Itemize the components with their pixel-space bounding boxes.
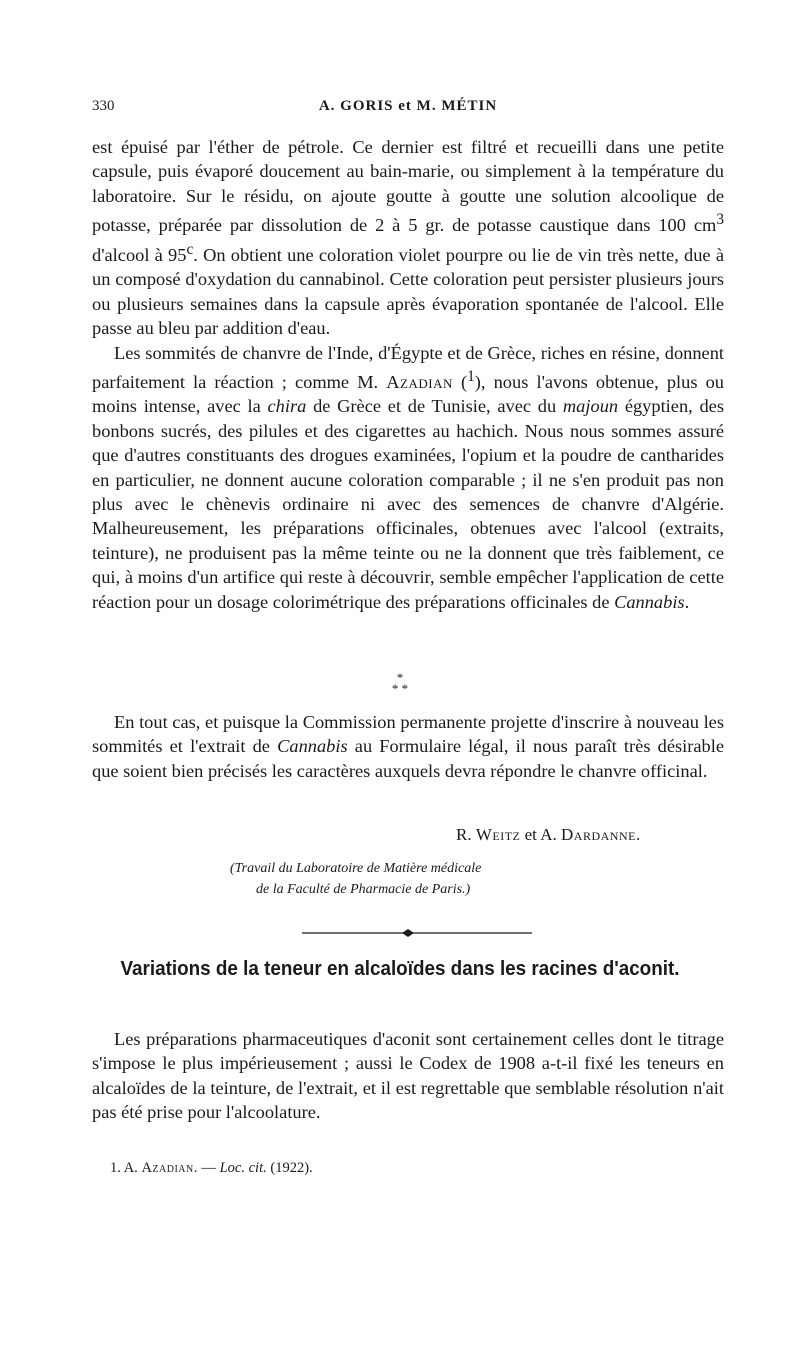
footnote-number: 1. (110, 1160, 121, 1176)
text-run: d'alcool à 95 (92, 244, 187, 265)
footnote-dash: — (201, 1160, 216, 1176)
page-number: 330 (92, 98, 115, 114)
signature (456, 825, 641, 845)
text-run: . (684, 591, 690, 612)
signature-name: Weitz (475, 825, 521, 844)
author-name: Azadian (386, 372, 453, 393)
footnote-initial: A. (123, 1160, 138, 1176)
signature-conjunction: et (524, 825, 537, 844)
running-head: A. GORIS et M. MÉTIN (318, 98, 498, 114)
text-run: En tout cas, et puisque la Commission permanente projette d'inscrire à nouveau les sommités et l'extrait de (92, 712, 724, 757)
italic-term-majoun: majoun (562, 396, 619, 417)
third-text-block (92, 1027, 724, 1125)
first-text-block (92, 135, 724, 614)
superscript-degree: c (186, 240, 194, 258)
footnote-reference: 1 (467, 367, 475, 385)
italic-term-cannabis: Cannabis (614, 591, 685, 612)
footnote-author: Azadian. (141, 1160, 198, 1176)
asterism (0, 672, 800, 694)
italic-term-chira: chira (267, 396, 307, 417)
signature-initial: A. (540, 825, 557, 844)
signature-initial: R. (456, 825, 472, 844)
page-header (92, 98, 724, 122)
superscript-cube: 3 (716, 211, 724, 229)
credit-line: de la Faculté de Pharmacie de Paris.) (256, 882, 471, 897)
paragraph-aconit: Les préparations pharmaceutiques d'aconit sont certainement celles dont le titrage s'impose le plus impérieusement ; aussi le Codex de 1908 a-t-il fixé les teneurs en alcaloïdes de la teinture, de l'extrait, et il est regrettable que semblable résolution n'ait pas été prise pour l'alcoolature. (92, 1029, 724, 1123)
text-run: est épuisé par l'éther de pétrole. Ce dernier est filtré et recueilli dans une petite capsule, puis évaporé doucement au bain-marie, ou simplement à la température du laboratoire. Sur le résidu, on ajoute goutte à goutte une solution alcoolique de potasse, préparée par dissolution de 2 à 5 gr. de potasse caustique dans 100 cm (92, 137, 724, 236)
italic-term-cannabis: Cannabis (277, 736, 348, 757)
signature-name: Dardanne. (561, 825, 641, 844)
text-run: égyptien, des bonbons sucrés, des pilules et des cigarettes au hachich. Nous nous sommes assuré que d'autres constituants des drogues examinées, l'opium et la poudre de cantharides en particulier, ne donnent aucune coloration comparable ; il ne s'en produit pas non plus avec le chènevis ordinaire ni avec des semences de chanvre d'Algérie. Malheureusement, les préparations officinales, obtenues avec l'alcool (extraits, teinture), ne produisent pas la même teinte ou ne la donnent que très faiblement, ce qui, à moins d'un artifice qui reste à découvrir, semble empêcher l'application de cette réaction pour un dosage colorimétrique des préparations officinales de (92, 396, 724, 612)
text-run: . On obtient une coloration violet pourpre ou lie de vin très nette, due à un composé d'oxydation du cannabinol. Cette coloration peut persister plusieurs jours ou plusieurs semaines dans la capsule après évaporation spontanée de l'alcool. Elle passe au bleu par addition d'eau. (92, 244, 724, 339)
text-run: ( (452, 372, 468, 393)
asterism-bottom: * * (391, 681, 409, 696)
footnote-year: (1922). (270, 1160, 313, 1176)
section-title: Variations de la teneur en alcaloïdes dans les racines d'aconit. (120, 957, 680, 980)
ornamental-divider (302, 923, 532, 943)
paragraph-sommites (92, 341, 724, 615)
laboratory-credit (230, 858, 481, 900)
text-run: ), nous l'avons obtenue, plus ou moins intense, avec la (92, 372, 724, 417)
text-run: de Grèce et de Tunisie, avec du (306, 396, 563, 417)
text-run: Les sommités de chanvre de l'Inde, d'Égypte et de Grèce, riches en résine, donnent parfaitement la réaction ; comme M. (92, 342, 724, 393)
paragraph-commission (92, 710, 724, 783)
paragraph-continuation (92, 135, 724, 341)
text-run: au Formulaire légal, il nous paraît très désirable que soient bien précisés les caractères auxquels devra répondre le chanvre officinal. (92, 736, 724, 781)
credit-line: (Travail du Laboratoire de Matière médicale (230, 861, 482, 876)
asterism-top: * (396, 670, 404, 685)
footnote (110, 1160, 313, 1177)
footnote-reference-text: Loc. cit. (219, 1160, 267, 1176)
second-text-block (92, 710, 724, 783)
